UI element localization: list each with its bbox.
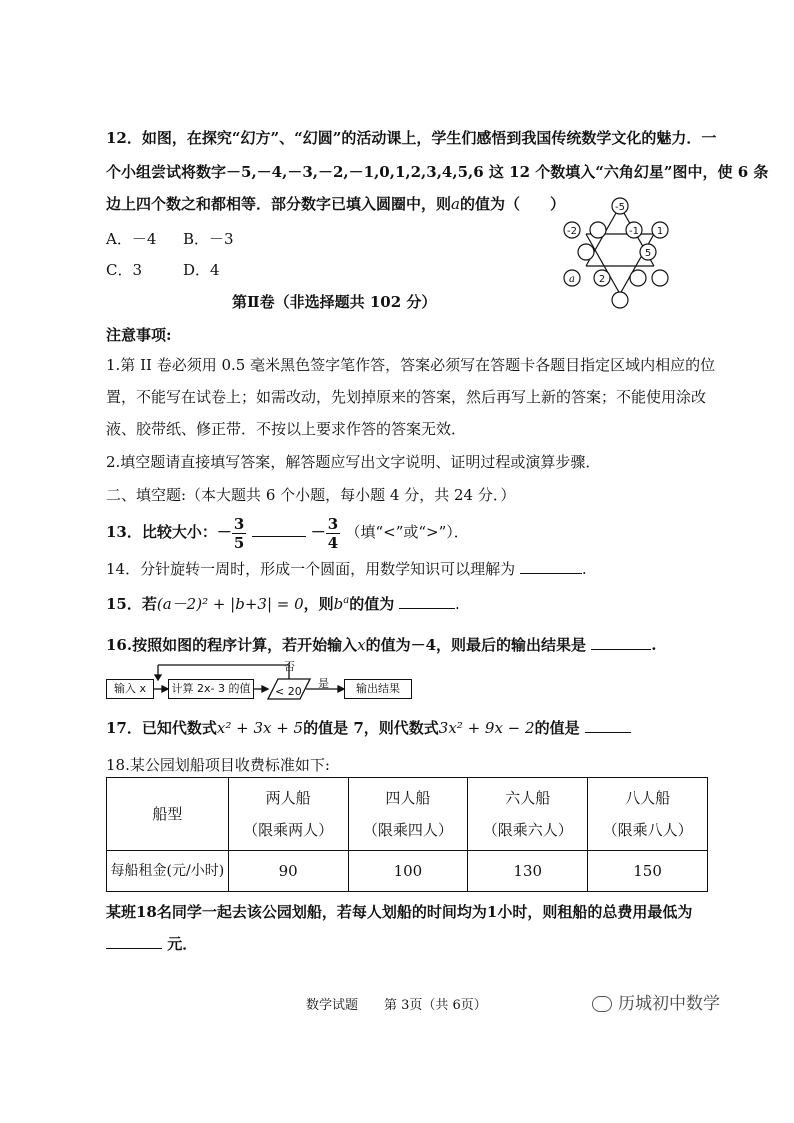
price-8: 150 <box>588 851 708 892</box>
flow-output-box: 输出结果 <box>344 679 412 699</box>
fee-table-col-4 <box>348 778 468 851</box>
node-bottom-right-inner <box>630 270 646 286</box>
hexagram-figure <box>556 192 676 318</box>
node-bottom-label: 2 <box>598 274 606 285</box>
q17-mid: 的值是 7，则代数式 <box>303 719 439 737</box>
q14-end: . <box>581 560 587 578</box>
node-mid-label: 5 <box>644 248 652 259</box>
q15-mid: ，则 <box>303 595 334 613</box>
flow-no-label: 否 <box>284 660 295 673</box>
q15 <box>106 594 460 614</box>
q12-option-c: C．3 <box>106 261 143 279</box>
node-mid-left <box>578 244 594 260</box>
q15-suffix: 的值为 <box>349 595 395 613</box>
node-left-inner <box>590 222 606 238</box>
q13 <box>106 512 469 552</box>
q16-text: 16.按照如图的程序计算，若开始输入 <box>106 636 358 654</box>
notes-title: 注意事项: <box>106 326 172 344</box>
q12-line3-tail: 的值为（ ） <box>459 195 565 213</box>
q17-suffix: 的值是 <box>534 719 580 737</box>
col-6-limit: （限乘六人） <box>482 821 573 839</box>
q13-fraction-1 <box>232 515 246 552</box>
fee-table <box>106 777 708 892</box>
flow-compute-box: 计算 2x- 3 的值 <box>168 679 254 699</box>
q18-intro: 18.某公园划船项目收费标准如下: <box>106 756 330 774</box>
section-title: 第Ⅱ卷（非选择题共 102 分） <box>232 293 437 311</box>
col-4-limit: （限乘四人） <box>362 821 453 839</box>
flow-yes-label: 是 <box>318 677 329 690</box>
col-8-limit: （限乘八人） <box>602 821 693 839</box>
q14-text: 14．分针旋转一周时，形成一个圆面，用数学知识可以理解为 <box>106 560 516 578</box>
q17 <box>106 718 631 738</box>
col-6-name: 六人船 <box>505 789 551 807</box>
q16-answer-blank[interactable] <box>591 635 651 650</box>
q15-power-exp: a <box>343 595 350 606</box>
notes-item1-line1: 1.第 II 卷必须用 0.5 毫米黑色签字笔作答，答案必须写在答题卡各题目指定区域内相应的位 <box>106 356 716 374</box>
part2-title: 二、填空题:（本大题共 6 个小题，每小题 4 分，共 24 分．） <box>106 486 516 504</box>
q15-end: . <box>455 595 460 613</box>
q12-line2: 个小组尝试将数字－5,－4,－3,－2,－1,0,1,2,3,4,5,6 这 12 个数填入“六角幻星”图中，使 6 条 <box>106 163 769 181</box>
q12-line1: 12．如图，在探究“幻方”、“幻圆”的活动课上，学生们感悟到我国传统数学文化的魅力．一 <box>106 129 717 147</box>
footer-page-info: 数学试题 第 3页（共 6页） <box>306 998 487 1013</box>
fee-table-col-8 <box>588 778 708 851</box>
wechat-icon <box>592 996 612 1012</box>
node-right-inner-label: -1 <box>629 226 639 237</box>
q12-option-a: A．－4 <box>106 230 157 248</box>
node-left-label: -2 <box>567 226 577 237</box>
col-8-name: 八人船 <box>625 789 671 807</box>
flow-condition-label: < 20 <box>275 685 302 698</box>
q13-answer-blank[interactable] <box>252 522 306 537</box>
q18-tail-unit: 元． <box>167 935 198 953</box>
q17-answer-blank[interactable] <box>585 718 631 733</box>
q13-f1-num: 3 <box>233 514 245 533</box>
q17-expression1: x² + 3x + 5 <box>216 719 304 737</box>
q13-f2-num: 3 <box>327 514 339 533</box>
notes-item2: 2.填空题请直接填写答案，解答题应写出文字说明、证明过程或演算步骤． <box>106 453 601 471</box>
q12-var-a: a <box>451 195 460 213</box>
q13-f2-den: 4 <box>327 533 339 552</box>
col-4-name: 四人船 <box>385 789 431 807</box>
notes-item1-line2: 置，不能写在试卷上；如需改动，先划掉原来的答案，然后再写上新的答案；不能使用涂改 <box>106 388 707 406</box>
q12-line3-text: 边上四个数之和都相等．部分数字已填入圆圈中，则 <box>106 195 452 213</box>
q15-expression: (a－2)² + |b+3| = 0 <box>156 595 304 613</box>
q12-option-d: D．4 <box>183 261 220 279</box>
node-right-bottom <box>652 270 668 286</box>
fee-table-col-2 <box>228 778 348 851</box>
q14-answer-blank[interactable] <box>520 559 582 574</box>
q12-line3 <box>106 194 565 214</box>
q13-suffix: （填“<”或“>”）． <box>345 523 469 541</box>
q16 <box>106 635 657 655</box>
price-4: 100 <box>348 851 468 892</box>
col-2-limit: （限乘两人） <box>243 821 334 839</box>
fee-table-row-label: 每船租金(元/小时) <box>107 851 229 892</box>
fee-table-price-row <box>107 851 708 892</box>
flowchart-lines <box>100 655 420 707</box>
col-2-name: 两人船 <box>265 789 311 807</box>
node-top-label: -5 <box>615 202 625 213</box>
q16-text2: 的值为－4，则最后的输出结果是 <box>365 636 587 654</box>
fee-table-header-row <box>107 778 708 851</box>
q13-fraction-2 <box>326 515 340 552</box>
q17-expression2: 3x² + 9x − 2 <box>438 719 535 737</box>
q14 <box>106 559 587 579</box>
node-a-label: a <box>569 274 575 285</box>
q15-answer-blank[interactable] <box>399 594 455 609</box>
q18-tail-line2 <box>106 934 197 954</box>
flow-input-box: 输入 x <box>106 679 154 699</box>
q13-minus: － <box>310 523 326 541</box>
q17-prefix: 17．已知代数式 <box>106 719 217 737</box>
q18-tail-line1: 某班18名同学一起去该公园划船，若每人划船的时间均为1小时，则租船的总费用最低为 <box>106 903 693 921</box>
q16-var: x <box>357 636 366 654</box>
q15-power-base: b <box>333 595 344 613</box>
watermark-text: 历城初中数学 <box>618 994 720 1014</box>
q16-end: . <box>651 636 657 654</box>
q13-f1-den: 5 <box>233 533 245 552</box>
node-right-label: 1 <box>656 226 664 237</box>
watermark <box>592 992 720 1016</box>
q12-option-b: B．－3 <box>183 230 234 248</box>
q13-prefix: 13．比较大小：－ <box>106 523 232 541</box>
price-6: 130 <box>468 851 588 892</box>
q15-prefix: 15．若 <box>106 595 157 613</box>
node-bottom <box>612 292 628 308</box>
fee-table-type-header: 船型 <box>107 778 229 851</box>
notes-item1-line3: 液、胶带纸、修正带．不按以上要求作答的答案无效． <box>106 420 467 438</box>
fee-table-col-6 <box>468 778 588 851</box>
price-2: 90 <box>228 851 348 892</box>
q18-answer-blank[interactable] <box>106 934 162 949</box>
